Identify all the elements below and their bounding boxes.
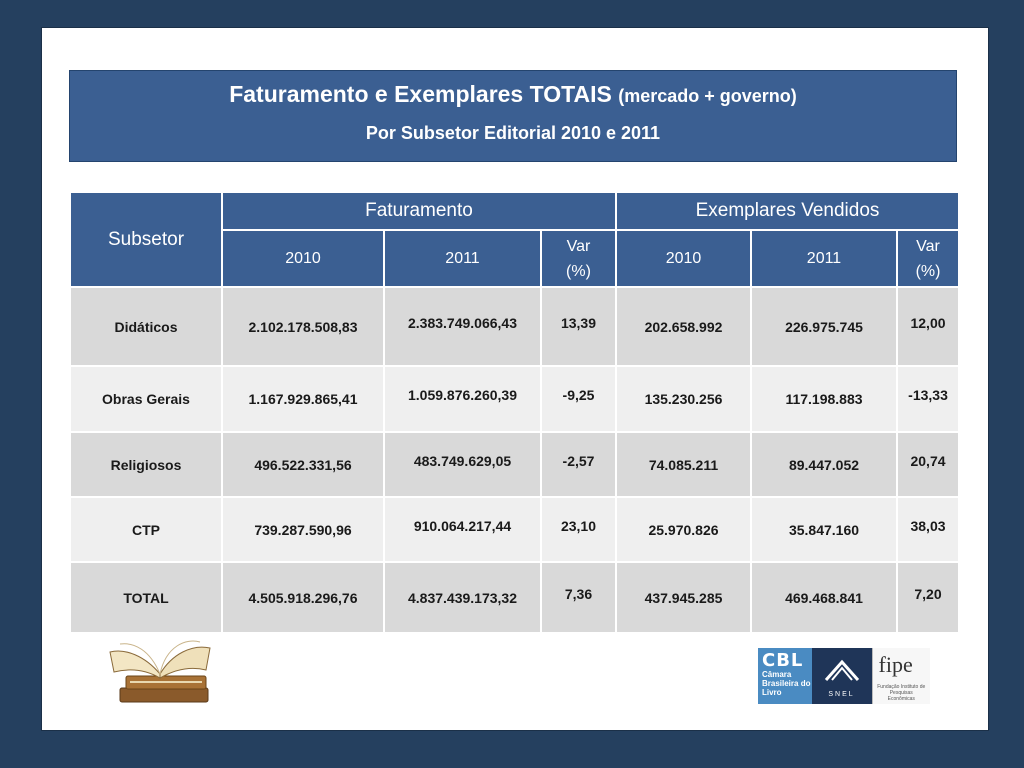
header-ex-2011: 2011 [751, 230, 897, 287]
cell-fat-2011 [384, 366, 541, 432]
cell-value: 7,36 [564, 585, 593, 602]
cell-ex-2011: 89.447.052 [751, 432, 897, 497]
fipe-logo [872, 648, 930, 704]
page-subtitle: Por Subsetor Editorial 2010 e 2011 [365, 123, 661, 143]
cell-value: 483.749.629,05 [413, 452, 512, 469]
cell-ex-2010: 437.945.285 [616, 562, 751, 633]
cell-fat-2011 [384, 497, 541, 562]
cell-value: 23,10 [560, 517, 597, 534]
cbl-logo [758, 648, 812, 704]
title-box [69, 70, 957, 162]
fipe-mark: fipe [878, 652, 913, 677]
cell-ex-2010: 25.970.826 [616, 497, 751, 562]
header-fat-2010: 2010 [222, 230, 384, 287]
cell-fat-2010: 739.287.590,96 [222, 497, 384, 562]
cell-value: 13,39 [560, 314, 597, 331]
cell-fat-2010: 4.505.918.296,76 [222, 562, 384, 633]
header-fat-2011: 2011 [384, 230, 541, 287]
title-paren: (mercado + governo) [618, 86, 797, 106]
cell-value: 2.383.749.066,43 [408, 314, 517, 331]
cell-fat-2010: 2.102.178.508,83 [222, 287, 384, 366]
cell-fat-2010: 1.167.929.865,41 [222, 366, 384, 432]
var-label: Var [916, 237, 940, 255]
var-label: Var [566, 237, 591, 255]
cell-value: 1.059.876.260,39 [408, 387, 517, 403]
cell-value: 910.064.217,44 [413, 517, 512, 534]
var-unit: (%) [566, 262, 591, 280]
cell-ex-2010: 74.085.211 [616, 432, 751, 497]
cell-subsetor: Obras Gerais [70, 366, 222, 432]
title-main: Faturamento e Exemplares TOTAIS [229, 81, 612, 107]
snel-book-icon [812, 648, 872, 688]
cell-fat-var [541, 366, 616, 432]
cbl-mark: CBL [762, 650, 804, 671]
cell-subsetor: CTP [70, 497, 222, 562]
cell-ex-var [897, 432, 959, 497]
cell-fat-2011: 4.837.439.173,32 [384, 562, 541, 633]
table-row-total [70, 562, 959, 633]
slide [42, 28, 988, 730]
snel-logo [812, 648, 872, 704]
cell-ex-2011: 35.847.160 [751, 497, 897, 562]
cell-value: 38,03 [910, 517, 946, 534]
books-illustration [100, 636, 220, 706]
open-book-left [110, 651, 160, 678]
cell-fat-var [541, 287, 616, 366]
cell-value: 12,00 [910, 314, 946, 331]
cell-value: -2,57 [562, 452, 595, 469]
page-title [70, 81, 956, 108]
cell-subsetor: Religiosos [70, 432, 222, 497]
fipe-text: Fundação Instituto de Pesquisas Econômicas [877, 684, 926, 702]
cell-fat-var [541, 562, 616, 633]
snel-text: SNEL [828, 691, 855, 698]
cell-ex-2011: 226.975.745 [751, 287, 897, 366]
var-unit: (%) [915, 262, 941, 280]
cell-subsetor: TOTAL [70, 562, 222, 633]
cell-value: -13,33 [908, 387, 948, 403]
table-row-ctp [70, 497, 959, 562]
table-row-religiosos [70, 432, 959, 497]
cell-value: -9,25 [562, 387, 595, 403]
cell-ex-var [897, 497, 959, 562]
header-ex-var [897, 230, 959, 287]
cell-fat-var [541, 497, 616, 562]
cell-ex-var [897, 562, 959, 633]
cell-value: 7,20 [914, 585, 942, 602]
header-fat-var [541, 230, 616, 287]
cell-fat-2011 [384, 432, 541, 497]
cell-ex-2011: 117.198.883 [751, 366, 897, 432]
cell-fat-2011 [384, 287, 541, 366]
header-subsetor: Subsetor [70, 192, 222, 287]
cbl-text: Câmara Brasileira do Livro [762, 670, 811, 697]
header-faturamento: Faturamento [222, 192, 616, 230]
cell-fat-2010: 496.522.331,56 [222, 432, 384, 497]
cell-value: 20,74 [910, 452, 946, 469]
cell-ex-var [897, 287, 959, 366]
cell-subsetor: Didáticos [70, 287, 222, 366]
cell-ex-2011: 469.468.841 [751, 562, 897, 633]
data-table [69, 191, 960, 634]
logos [758, 648, 930, 704]
cell-ex-var [897, 366, 959, 432]
table-row-obras-gerais [70, 366, 959, 432]
cell-fat-var [541, 432, 616, 497]
table-row-didaticos [70, 287, 959, 366]
cell-ex-2010: 202.658.992 [616, 287, 751, 366]
open-book-right [160, 647, 210, 678]
book-bottom [120, 688, 208, 702]
header-ex-2010: 2010 [616, 230, 751, 287]
cell-ex-2010: 135.230.256 [616, 366, 751, 432]
header-exemplares: Exemplares Vendidos [616, 192, 959, 230]
